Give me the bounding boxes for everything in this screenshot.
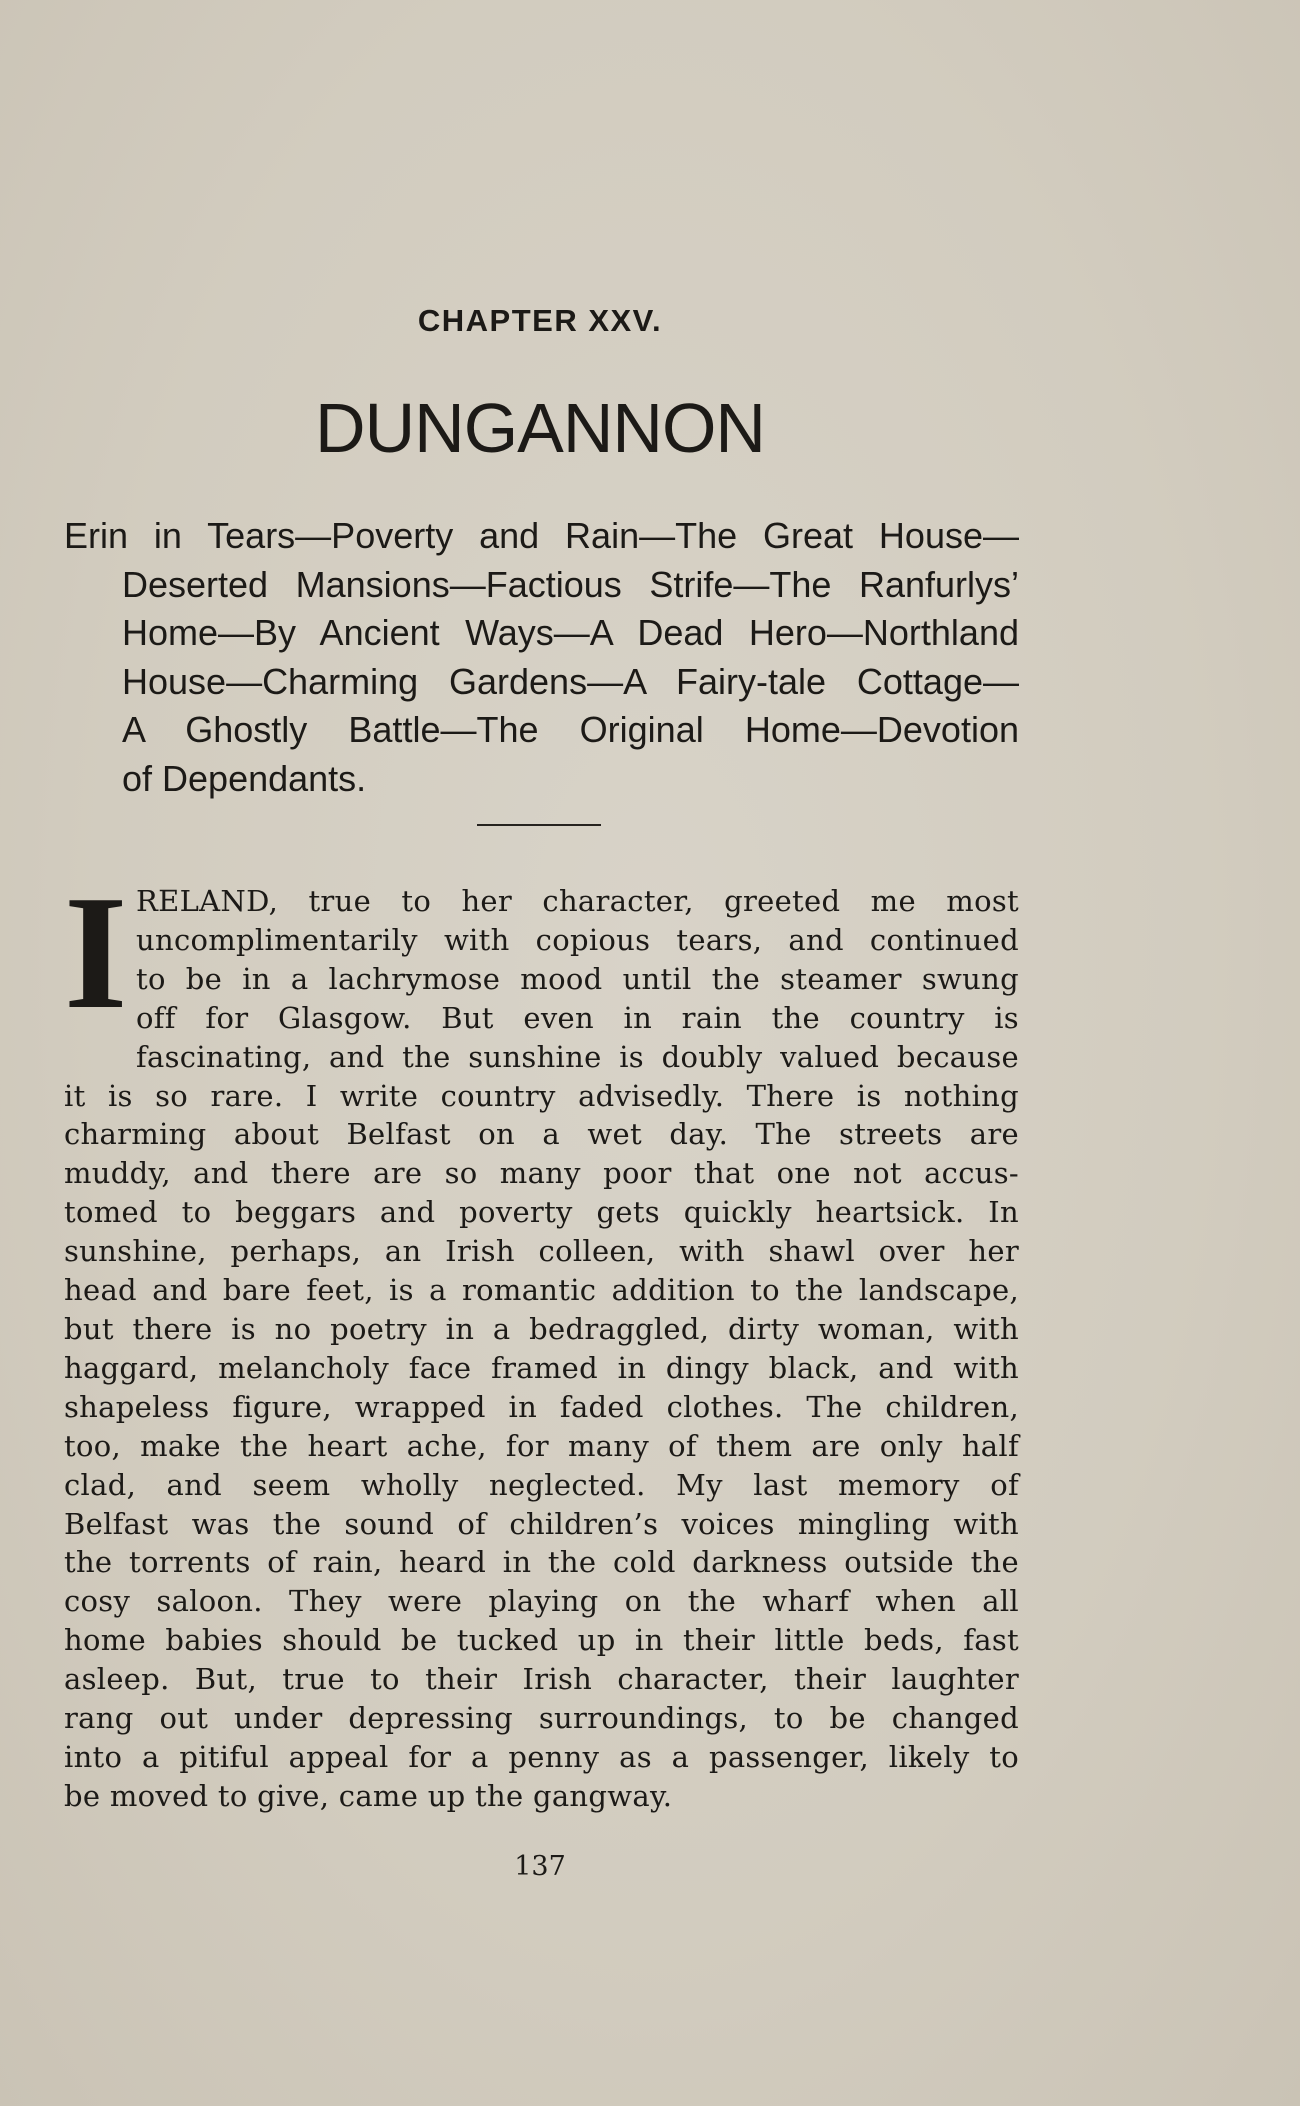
synopsis-line: Deserted Mansions—Factious Strife—The Ranfurlys’: [122, 563, 1019, 605]
text-line: head and bare feet, is a romantic addition to the landscape,: [64, 1273, 1019, 1308]
text-line: fascinating, and the sunshine is doubly valued because: [136, 1039, 1019, 1074]
text-line: cosy saloon. They were playing on the wharf when all: [64, 1584, 1019, 1619]
text-line: be moved to give, came up the gangway.: [64, 1778, 673, 1813]
text-line: home babies should be tucked up in their little beds, fast: [64, 1623, 1019, 1658]
text-line: tomed to beggars and poverty gets quickly heartsick. In: [64, 1195, 1019, 1230]
text-line: Belfast was the sound of children’s voices mingling with: [64, 1506, 1019, 1541]
text-line: it is so rare. I write country advisedly. There is nothing: [64, 1078, 1019, 1113]
text-line: RELAND, true to her character, greeted me most: [136, 884, 1019, 918]
body-paragraph: [64, 863, 1019, 1816]
text-line: into a pitiful appeal for a penny as a passenger, likely to: [64, 1739, 1019, 1774]
text-line: haggard, melancholy face framed in dingy black, and with: [64, 1350, 1019, 1385]
synopsis-line: House—Charming Gardens—A Fairy-tale Cottage—: [122, 660, 1019, 702]
text-line: the torrents of rain, heard in the cold darkness outside the: [64, 1545, 1019, 1580]
text-line: uncomplimentarily with copious tears, and continued: [136, 922, 1019, 957]
synopsis-line: Erin in Tears—Poverty and Rain—The Great House—: [64, 515, 1019, 556]
text-line: charming about Belfast on a wet day. The streets are: [64, 1117, 1019, 1152]
synopsis-line: Home—By Ancient Ways—A Dead Hero—Northland: [122, 612, 1019, 653]
text-line: off for Glasgow. But even in rain the country is: [136, 1000, 1019, 1035]
section-divider: [477, 824, 601, 826]
text-line: sunshine, perhaps, an Irish colleen, with shawl over her: [64, 1234, 1019, 1269]
synopsis-line: A Ghostly Battle—The Original Home—Devotion: [122, 709, 1019, 750]
chapter-heading: CHAPTER XXV.: [417, 303, 663, 338]
text-line: to be in a lachrymose mood until the steamer swung: [136, 961, 1019, 996]
synopsis-line: of Dependants.: [122, 757, 367, 799]
text-line: muddy, and there are so many poor that one not accus-: [64, 1156, 1019, 1191]
text-line: but there is no poetry in a bedraggled, dirty woman, with: [64, 1311, 1019, 1346]
text-line: shapeless figure, wrapped in faded clothes. The children,: [64, 1389, 1019, 1424]
text-line: too, make the heart ache, for many of them are only half: [64, 1428, 1019, 1463]
drop-cap: I: [64, 863, 128, 1043]
page-number: 137: [514, 1851, 566, 1882]
chapter-synopsis: [64, 512, 1019, 803]
text-line: clad, and seem wholly neglected. My last memory of: [64, 1467, 1019, 1502]
text-line: asleep. But, true to their Irish character, their laughter: [64, 1662, 1019, 1697]
text-line: rang out under depressing surroundings, to be changed: [64, 1701, 1019, 1736]
chapter-title: DUNGANNON: [315, 389, 765, 467]
